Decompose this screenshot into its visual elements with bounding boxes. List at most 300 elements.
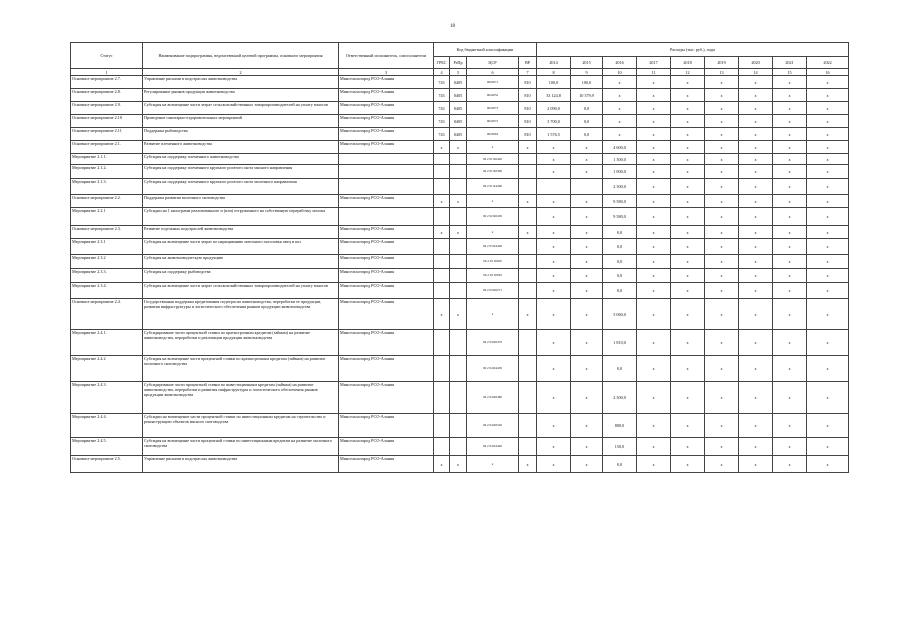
row-expense-value: x [705, 154, 739, 165]
row-expense-value: 0,0 [571, 128, 603, 141]
table-row [71, 414, 849, 438]
table-row [71, 283, 849, 299]
row-expense-value: 1 810,0 [603, 330, 637, 356]
row-expense-value: x [739, 438, 773, 456]
row-vr: x [519, 226, 537, 239]
row-vr [519, 154, 537, 165]
table-row [71, 102, 849, 115]
row-csr: x [467, 141, 519, 154]
row-expense-value: x [773, 255, 807, 269]
header-year: 2015 [571, 57, 603, 69]
row-vr: x [519, 456, 537, 473]
row-expense-value: x [807, 456, 849, 473]
row-expense-value: x [671, 115, 705, 128]
row-expense-value: x [773, 195, 807, 208]
row-rzpr: x [450, 141, 467, 154]
row-expense-value: x [739, 128, 773, 141]
row-executor: Минсельхозпрод РСО-Алания [339, 195, 434, 208]
column-index-cell: 7 [519, 69, 537, 76]
row-expense-value: x [807, 438, 849, 456]
row-expense-value: x [537, 239, 571, 255]
row-expense-value: x [537, 438, 571, 456]
row-rzpr [450, 269, 467, 283]
row-status: Основное мероприятие 2.9. [71, 102, 143, 115]
row-expense-value: x [739, 76, 773, 89]
row-executor: Минсельхозпрод РСО-Алания [339, 102, 434, 115]
expense-table [70, 42, 849, 473]
row-expense-value: x [773, 299, 807, 330]
table-row [71, 239, 849, 255]
row-status: Основное мероприятие 2.5. [71, 456, 143, 473]
row-expense-value: x [739, 141, 773, 154]
row-expense-value: x [705, 283, 739, 299]
row-expense-value: x [773, 414, 807, 438]
table-row [71, 226, 849, 239]
table-body [71, 76, 849, 473]
row-expense-value: x [671, 456, 705, 473]
row-grbs: 743 [434, 102, 450, 115]
row-expense-value: x [537, 356, 571, 382]
row-expense-value [571, 179, 603, 195]
row-csr: 0602071 [467, 76, 519, 89]
row-executor: Минсельхозпрод РСО-Алания [339, 330, 434, 356]
row-expense-value: x [739, 255, 773, 269]
row-rzpr [450, 165, 467, 179]
row-expense-value: x [637, 226, 671, 239]
row-expense-value: x [739, 239, 773, 255]
row-expense-value: x [739, 356, 773, 382]
row-expense-value: x [773, 89, 807, 102]
row-grbs [434, 438, 450, 456]
row-expense-value: x [739, 226, 773, 239]
row-vr [519, 356, 537, 382]
row-expense-value: x [739, 179, 773, 195]
row-vr [519, 269, 537, 283]
row-expense-value: x [671, 356, 705, 382]
row-csr: x [467, 299, 519, 330]
row-grbs [434, 330, 450, 356]
row-expense-value: x [705, 128, 739, 141]
row-name: Субсидия на поддержку рыбоводства [143, 269, 339, 283]
row-expense-value: x [739, 195, 773, 208]
row-expense-value: x [603, 102, 637, 115]
row-status: Основное мероприятие 2.8. [71, 89, 143, 102]
row-expense-value: x [773, 269, 807, 283]
row-expense-value: x [807, 269, 849, 283]
table-row [71, 208, 849, 226]
row-grbs: x [434, 226, 450, 239]
row-expense-value: x [773, 438, 807, 456]
row-expense-value: x [705, 414, 739, 438]
row-expense-value: x [739, 115, 773, 128]
row-expense-value: x [637, 76, 671, 89]
row-grbs [434, 154, 450, 165]
row-expense-value: x [807, 165, 849, 179]
header-year: 2014 [537, 57, 571, 69]
row-expense-value: x [773, 179, 807, 195]
row-executor [339, 208, 434, 226]
row-expense-value: x [571, 414, 603, 438]
row-expense-value: x [571, 141, 603, 154]
row-expense-value: x [773, 330, 807, 356]
row-expense-value: 0,0 [571, 115, 603, 128]
row-expense-value: x [671, 128, 705, 141]
row-rzpr: 0405 [450, 76, 467, 89]
row-expense-value: x [807, 382, 849, 414]
row-expense-value: x [739, 283, 773, 299]
table-row [71, 154, 849, 165]
row-expense-value: 100,0 [537, 76, 571, 89]
column-index-cell: 16 [807, 69, 849, 76]
row-expense-value: x [773, 154, 807, 165]
row-expense-value: x [637, 179, 671, 195]
row-expense-value: x [773, 356, 807, 382]
header-status: Статус [71, 43, 143, 69]
table-row [71, 195, 849, 208]
row-vr: x [519, 141, 537, 154]
row-expense-value: 0,0 [603, 239, 637, 255]
table-row [71, 179, 849, 195]
row-expense-value: x [705, 382, 739, 414]
row-expense-value: x [705, 330, 739, 356]
row-name: Поддержка развития молочного скотоводства [143, 195, 339, 208]
row-vr [519, 165, 537, 179]
row-expense-value: x [571, 226, 603, 239]
row-expense-value: x [705, 226, 739, 239]
row-expense-value: x [671, 102, 705, 115]
row-expense-value: x [537, 141, 571, 154]
row-grbs [434, 356, 450, 382]
row-csr: 06 2 04 R0480 [467, 382, 519, 414]
row-expense-value: x [537, 382, 571, 414]
column-index-cell: 2 [143, 69, 339, 76]
table-row [71, 255, 849, 269]
row-expense-value: x [773, 141, 807, 154]
row-expense-value: x [705, 456, 739, 473]
row-status: Основное мероприятие 2.11 [71, 128, 143, 141]
row-expense-value: x [637, 89, 671, 102]
row-grbs: x [434, 299, 450, 330]
row-status: Основное мероприятие 2.4. [71, 299, 143, 330]
row-expense-value: x [671, 89, 705, 102]
column-index-cell: 15 [773, 69, 807, 76]
row-expense-value: 100,0 [571, 76, 603, 89]
row-expense-value: x [807, 299, 849, 330]
row-grbs: 743 [434, 76, 450, 89]
row-executor: Минсельхозпрод РСО-Алания [339, 456, 434, 473]
row-expense-value: x [739, 102, 773, 115]
row-expense-value: x [637, 115, 671, 128]
row-vr: 810 [519, 115, 537, 128]
row-csr: 06 2 01 R4460 [467, 179, 519, 195]
row-name: Субсидия на возмещение части процентной ставки по инвестиционным кредитам на развитие молочного скотоводства [143, 438, 339, 456]
row-expense-value: x [637, 356, 671, 382]
row-expense-value: x [571, 456, 603, 473]
row-csr: 06 2 03 R4400 [467, 239, 519, 255]
row-executor: Минсельхозпрод РСО-Алания [339, 255, 434, 269]
row-expense-value: x [637, 239, 671, 255]
row-expense-value: 150,0 [603, 438, 637, 456]
row-csr: 0622073 [467, 102, 519, 115]
row-executor: Минсельхозпрод РСО-Алания [339, 382, 434, 414]
row-vr: x [519, 195, 537, 208]
row-expense-value: x [807, 283, 849, 299]
row-expense-value: 2 300,0 [603, 179, 637, 195]
row-expense-value: x [773, 226, 807, 239]
row-expense-value: x [603, 115, 637, 128]
header-year: 2019 [705, 57, 739, 69]
row-name: Субсидии на возмещение части процентной ставки по инвестиционным кредитам на строительство и реконструкцию объектов мясного скотоводства [143, 414, 339, 438]
row-expense-value: x [739, 89, 773, 102]
header-code-group: Код бюджетной классификации [434, 43, 537, 57]
header-year: 2021 [773, 57, 807, 69]
row-expense-value: x [637, 438, 671, 456]
row-rzpr: 0405 [450, 128, 467, 141]
row-name: Развитие отдельных подотраслей животноводства [143, 226, 339, 239]
header-vr: ВР [519, 57, 537, 69]
row-expense-value: x [807, 128, 849, 141]
row-expense-value: 2 300,0 [603, 382, 637, 414]
row-executor: Минсельхозпрод РСО-Алания [339, 128, 434, 141]
row-csr: 06 2 02 R0430 [467, 208, 519, 226]
row-expense-value: x [739, 165, 773, 179]
column-index-row [71, 69, 849, 76]
row-expense-value: x [807, 102, 849, 115]
row-csr: 06 2 04 R0520 [467, 414, 519, 438]
row-vr: 810 [519, 76, 537, 89]
row-grbs [434, 283, 450, 299]
row-expense-value: x [807, 239, 849, 255]
row-vr [519, 438, 537, 456]
row-rzpr: 0405 [450, 115, 467, 128]
header-executor: Ответственный исполнитель, соисполнители [339, 43, 434, 69]
row-expense-value: x [773, 102, 807, 115]
row-expense-value: x [705, 76, 739, 89]
row-expense-value: x [807, 255, 849, 269]
row-expense-value: x [773, 76, 807, 89]
row-csr: 0622052 [467, 89, 519, 102]
row-rzpr [450, 414, 467, 438]
row-grbs: 743 [434, 115, 450, 128]
row-vr: 810 [519, 102, 537, 115]
table-row [71, 382, 849, 414]
row-grbs [434, 179, 450, 195]
row-csr: x [467, 195, 519, 208]
row-status: Основное мероприятие 2.2. [71, 195, 143, 208]
row-expense-value: x [603, 76, 637, 89]
row-executor: Минсельхозпрод РСО-Алания [339, 269, 434, 283]
row-expense-value: x [537, 255, 571, 269]
table-row [71, 115, 849, 128]
row-executor: Минсельхозпрод РСО-Алания [339, 283, 434, 299]
row-expense-value: x [637, 456, 671, 473]
row-expense-value: x [705, 141, 739, 154]
row-expense-value: 1 000,0 [603, 165, 637, 179]
row-executor: Минсельхозпрод РСО-Алания [339, 141, 434, 154]
row-expense-value: 9 580,0 [603, 195, 637, 208]
row-expense-value: x [671, 414, 705, 438]
table-row [71, 128, 849, 141]
table-row [71, 438, 849, 456]
row-executor: Минсельхозпрод РСО-Алания [339, 299, 434, 330]
row-expense-value: x [671, 226, 705, 239]
row-expense-value: x [671, 195, 705, 208]
row-expense-value: x [705, 179, 739, 195]
row-status: Мероприятие 2.1.3. [71, 179, 143, 195]
column-index-cell: 4 [434, 69, 450, 76]
row-executor: Минсельхозпрод РСО-Алания [339, 226, 434, 239]
row-expense-value: x [773, 165, 807, 179]
row-rzpr: x [450, 299, 467, 330]
row-expense-value: x [705, 239, 739, 255]
row-grbs: x [434, 456, 450, 473]
column-index-cell: 11 [637, 69, 671, 76]
row-name: Субсидия на поддержку племенного животноводства [143, 154, 339, 165]
row-csr: 06 2 04 R4440 [467, 438, 519, 456]
row-executor: Минсельхозпрод РСО-Алания [339, 76, 434, 89]
row-expense-value: x [671, 208, 705, 226]
header-year: 2016 [603, 57, 637, 69]
row-expense-value: 0,0 [603, 226, 637, 239]
header-grbs: ГРБС [434, 57, 450, 69]
row-expense-value: x [807, 414, 849, 438]
row-grbs: x [434, 141, 450, 154]
row-expense-value: x [537, 283, 571, 299]
row-expense-value: x [807, 179, 849, 195]
row-expense-value: x [705, 102, 739, 115]
row-expense-value: x [807, 226, 849, 239]
row-vr [519, 239, 537, 255]
row-vr [519, 283, 537, 299]
table-row [71, 76, 849, 89]
row-expense-value: x [571, 239, 603, 255]
row-name: Субсидия на возмещение части затрат по наращиванию маточного поголовья овец и коз [143, 239, 339, 255]
row-vr [519, 179, 537, 195]
row-expense-value: x [807, 89, 849, 102]
table-row [71, 89, 849, 102]
row-expense-value: x [671, 299, 705, 330]
row-expense-value: 0,0 [603, 356, 637, 382]
row-status: Мероприятие 2.2.1 [71, 208, 143, 226]
row-expense-value: x [571, 438, 603, 456]
row-rzpr [450, 356, 467, 382]
row-expense-value: 1 300,0 [603, 154, 637, 165]
row-expense-value: x [705, 269, 739, 283]
column-index-cell: 6 [467, 69, 519, 76]
row-expense-value: x [603, 89, 637, 102]
row-expense-value: x [571, 269, 603, 283]
column-index-cell: 5 [450, 69, 467, 76]
row-expense-value: x [807, 115, 849, 128]
row-expense-value: x [739, 330, 773, 356]
row-expense-value: x [807, 208, 849, 226]
row-status: Мероприятие 2.3.3. [71, 269, 143, 283]
row-expense-value: x [637, 299, 671, 330]
row-expense-value: x [603, 128, 637, 141]
row-expense-value: x [705, 356, 739, 382]
row-grbs [434, 255, 450, 269]
row-rzpr [450, 208, 467, 226]
row-expense-value: 800,0 [603, 414, 637, 438]
row-grbs [434, 239, 450, 255]
row-expense-value: x [637, 154, 671, 165]
row-expense-value: 3 700,0 [537, 115, 571, 128]
row-rzpr [450, 330, 467, 356]
row-status: Основное мероприятие 2.7. [71, 76, 143, 89]
row-name: Регулирование рынков продукции животноводства [143, 89, 339, 102]
row-expense-value: x [705, 89, 739, 102]
row-csr: 06 2 03 20930 [467, 269, 519, 283]
row-expense-value: x [705, 165, 739, 179]
row-executor: Минсельхозпрод РСО-Алания [339, 414, 434, 438]
row-expense-value: x [773, 115, 807, 128]
row-expense-value: x [807, 195, 849, 208]
table-row [71, 330, 849, 356]
row-expense-value: x [773, 128, 807, 141]
row-grbs [434, 208, 450, 226]
row-expense-value: x [571, 195, 603, 208]
row-vr: 810 [519, 128, 537, 141]
row-rzpr: 0405 [450, 102, 467, 115]
row-expense-value: x [739, 208, 773, 226]
row-expense-value: x [571, 330, 603, 356]
row-csr: 0622072 [467, 115, 519, 128]
row-status: Мероприятие 2.3.4. [71, 283, 143, 299]
row-expense-value: x [537, 226, 571, 239]
row-status: Мероприятие 2.1.1. [71, 154, 143, 165]
row-expense-value: x [671, 438, 705, 456]
row-rzpr: x [450, 456, 467, 473]
row-expense-value [537, 179, 571, 195]
row-expense-value: x [705, 299, 739, 330]
row-csr: x [467, 456, 519, 473]
row-expense-value: x [739, 382, 773, 414]
row-expense-value: x [773, 382, 807, 414]
row-expense-value: x [637, 330, 671, 356]
table-row [71, 299, 849, 330]
row-executor [339, 179, 434, 195]
row-name: Субсидирование части процентной ставки по инвестиционным кредитам (займам) на развитие животноводства, переработки и развития инфраструктуры и логистического обеспечения рынков продукции животноводства [143, 382, 339, 414]
row-name: Управление рисками в подотраслях животноводства [143, 456, 339, 473]
table-row [71, 456, 849, 473]
row-expense-value: x [637, 195, 671, 208]
row-expense-value: x [739, 299, 773, 330]
row-grbs [434, 414, 450, 438]
row-expense-value: 33 124,8 [537, 89, 571, 102]
row-csr: 06 2 01 R0420 [467, 154, 519, 165]
row-expense-value: x [807, 330, 849, 356]
row-vr [519, 208, 537, 226]
column-index-cell: 14 [739, 69, 773, 76]
row-expense-value: x [637, 269, 671, 283]
row-status: Мероприятие 2.4.1. [71, 330, 143, 356]
row-rzpr [450, 438, 467, 456]
row-expense-value: x [571, 154, 603, 165]
row-name: Субсидия на возмещение части процентной ставки по краткосрочным кредитам (займам) на развитие молочного скотоводства [143, 356, 339, 382]
row-expense-value: x [671, 269, 705, 283]
row-expense-value: 0,0 [603, 269, 637, 283]
row-vr: 810 [519, 89, 537, 102]
row-name: Субсидия на поддержку племенного крупного рогатого скота молочного направления [143, 179, 339, 195]
row-name: Субсидия на возмещение части затрат сельскохозяйственных товаропроизводителей на уплату взносов [143, 102, 339, 115]
row-grbs: 743 [434, 128, 450, 141]
row-expense-value: x [637, 414, 671, 438]
row-grbs [434, 165, 450, 179]
row-status: Мероприятие 2.3.2 [71, 255, 143, 269]
row-status: Мероприятие 2.3.1 [71, 239, 143, 255]
row-vr [519, 330, 537, 356]
row-expense-value: x [773, 239, 807, 255]
